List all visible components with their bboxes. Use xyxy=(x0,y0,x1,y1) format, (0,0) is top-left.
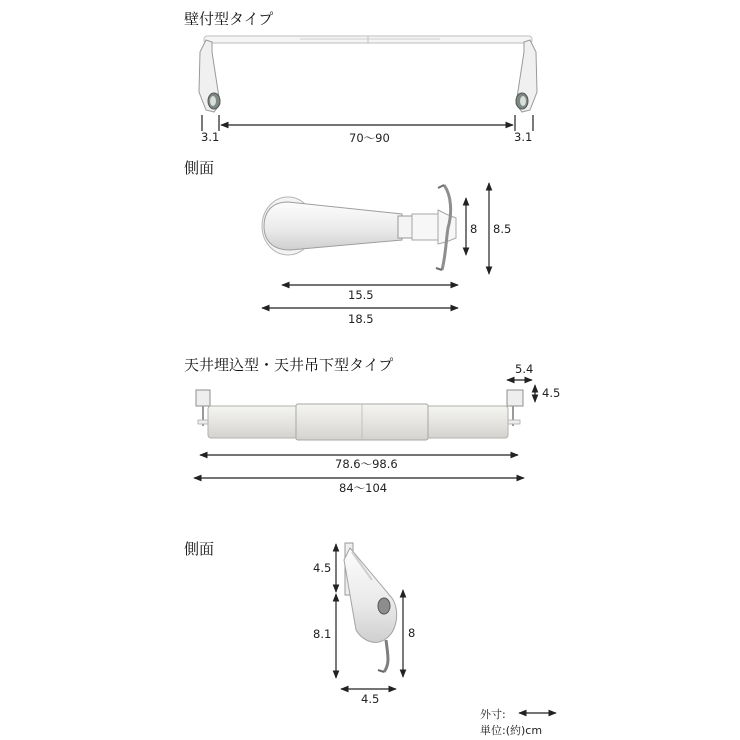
wall-dim-center: 70～90 xyxy=(349,131,390,145)
wall-type-front-illustration xyxy=(199,36,537,112)
wall-dim-left: 3.1 xyxy=(201,130,220,144)
ceiling-dim-inner: 78.6～98.6 xyxy=(335,457,398,471)
wall-side-illustration xyxy=(262,185,456,270)
ceiling-dim-bracket-height: 4.5 xyxy=(542,386,561,400)
wall-type-dimension-lines xyxy=(202,115,533,131)
ceiling-side-dim-right: 8 xyxy=(408,626,416,640)
ceiling-type-illustration xyxy=(196,390,523,440)
wall-side-dim-height-inner: 8 xyxy=(470,222,478,236)
legend-outer-dim-label: 外寸: xyxy=(480,708,506,721)
wall-side-dim-length-inner: 15.5 xyxy=(348,288,374,302)
wall-side-dim-height-outer: 8.5 xyxy=(493,222,512,236)
ceiling-type-title: 天井埋込型・天井吊下型タイプ xyxy=(184,356,394,374)
ceiling-side-dim-middle: 8.1 xyxy=(313,627,332,641)
wall-side-dim-length-outer: 18.5 xyxy=(348,312,374,326)
wall-dim-right: 3.1 xyxy=(514,130,533,144)
ceiling-side-dim-top: 4.5 xyxy=(313,561,332,575)
wall-type-title: 壁付型タイプ xyxy=(184,10,274,28)
ceiling-dim-outer: 84～104 xyxy=(339,481,388,495)
ceiling-dim-bracket-width: 5.4 xyxy=(515,362,534,376)
wall-side-title: 側面 xyxy=(184,159,215,177)
ceiling-side-illustration xyxy=(344,543,397,672)
ceiling-side-dim-bottom: 4.5 xyxy=(361,692,380,706)
ceiling-side-title: 側面 xyxy=(184,540,215,558)
legend-unit-label: 単位:(約)cm xyxy=(480,724,543,737)
